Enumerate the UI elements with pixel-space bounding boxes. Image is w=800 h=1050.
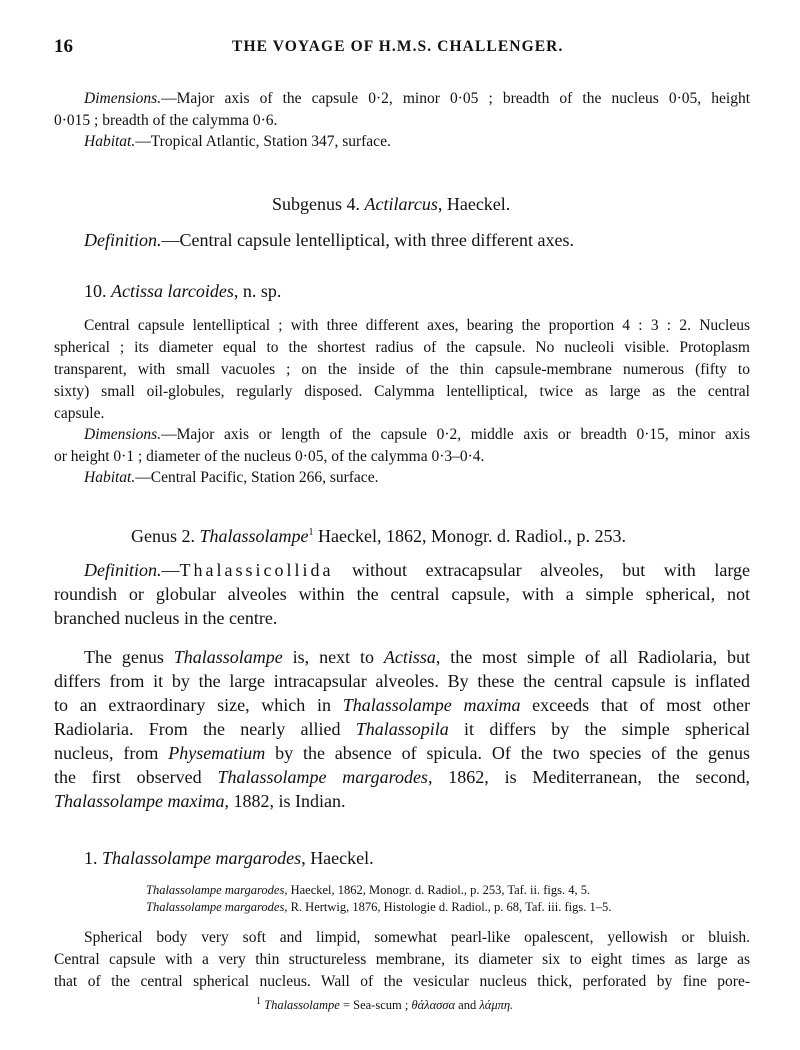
species-number: 1.: [84, 848, 102, 868]
species10-desc-line: spherical ; its diameter equal to the shortest radius of the capsule. No nucleoli visible. Protoplasm: [54, 339, 750, 356]
text-span: 1862, is Mediterranean, the second,: [432, 767, 750, 787]
discussion-line: [84, 645, 750, 670]
species1-reference: [146, 881, 590, 899]
subgenus-definition: [84, 228, 574, 253]
subgenus-prefix: Subgenus 4.: [272, 194, 365, 214]
text-span: , the most simple of all Radiolaria, but: [435, 647, 751, 667]
subgenus-name: Actilarcus: [364, 194, 438, 214]
species10-desc-line: Central capsule lentelliptical ; with three different axes, bearing the proportion 4 : 3 : 2. Nucleus: [84, 317, 750, 334]
genus-definition-line3: branched nucleus in the centre.: [54, 608, 278, 628]
habitat-label: Habitat.: [84, 133, 136, 150]
dimensions-label: Dimensions.: [84, 426, 162, 443]
habitat-text: —Tropical Atlantic, Station 347, surface.: [135, 133, 391, 150]
discussion-line: [54, 693, 750, 718]
species-suffix: , n. sp.: [233, 281, 282, 301]
taxon-name: Actissa: [383, 647, 436, 667]
species10-habitat: [84, 467, 378, 489]
genus-name: Thalassolampe: [199, 526, 309, 546]
genus-prefix: Genus 2.: [131, 526, 200, 546]
taxon-name: Thalassopila: [355, 719, 449, 739]
definition-label: Definition.: [84, 230, 162, 250]
taxon-name: Thalassolampe margarodes,: [217, 767, 433, 787]
discussion-line: [54, 765, 750, 790]
dimensions-label: Dimensions.: [84, 90, 162, 107]
definition-text: without extracapsular alveoles, but with large: [333, 560, 750, 580]
species1-desc-line: Spherical body very soft and limpid, somewhat pearl-like opalescent, yellowish or bluish.: [84, 929, 750, 946]
genus-rest: Haeckel, 1862, Monogr. d. Radiol., p. 253.: [313, 526, 626, 546]
subgenus-author: , Haeckel.: [437, 194, 511, 214]
discussion-line: differs from it by the large intracapsular alveoles. By these the central capsule is inflated: [54, 671, 750, 691]
discussion-line: [54, 717, 750, 742]
habitat-text: —Central Pacific, Station 266, surface.: [135, 469, 379, 486]
definition-spaced-term: Thalassicollida: [179, 560, 334, 580]
dimensions-text: —Major axis of the capsule 0·2, minor 0·05 ; breadth of the nucleus 0·05, height: [161, 90, 750, 107]
species10-desc-line: sixty) small oil-globules, regularly disposed. Calymma lentelliptical, twice as large as the central: [54, 383, 750, 400]
species10-dimensions-line2: or height 0·1 ; diameter of the nucleus 0·05, of the calymma 0·3–0·4.: [54, 448, 485, 465]
genus-definition-line2: roundish or globular alveoles within the central capsule, with a simple spherical, not: [54, 584, 750, 604]
footnote-ref: 1: [308, 527, 314, 538]
species10-heading: [84, 279, 281, 304]
habitat-label: Habitat.: [84, 469, 136, 486]
footnote: [256, 996, 513, 1014]
prev-dimensions-line2: 0·015 ; breadth of the calymma 0·6.: [54, 112, 278, 129]
reference-name: Thalassolampe margarodes,: [146, 900, 288, 914]
definition-text: —Central capsule lentelliptical, with three different axes.: [161, 230, 575, 250]
subgenus-heading: [272, 192, 510, 217]
discussion-line: [54, 789, 346, 814]
species-author: , Haeckel.: [301, 848, 374, 868]
reference-name: Thalassolampe margarodes,: [146, 883, 288, 897]
text-span: nucleus, from: [54, 743, 169, 763]
text-span: Radiolaria. From the nearly allied: [54, 719, 356, 739]
prev-dimensions-line1: [84, 88, 750, 110]
running-title: THE VOYAGE OF H.M.S. CHALLENGER.: [232, 38, 564, 55]
dimensions-text: —Major axis or length of the capsule 0·2, middle axis or breadth 0·15, minor axis: [161, 426, 750, 443]
species-name: Actissa larcoides: [111, 281, 234, 301]
text-span: the first observed: [54, 767, 218, 787]
reference-text: Haeckel, 1862, Monogr. d. Radiol., p. 253, Taf. ii. figs. 4, 5.: [287, 883, 591, 897]
species-name: Thalassolampe margarodes: [102, 848, 302, 868]
species10-desc-line: transparent, with small vacuoles ; on the inside of the thin capsule-membrane numerous (fifty to: [54, 361, 750, 378]
text-span: is, next to: [282, 647, 384, 667]
text-span: 1882, is Indian.: [229, 791, 346, 811]
species10-dimensions-line1: [84, 424, 750, 446]
text-span: The genus: [84, 647, 174, 667]
footnote-greek: θάλασσα: [411, 998, 456, 1012]
species10-desc-line: capsule.: [54, 405, 105, 422]
species-number: 10.: [84, 281, 111, 301]
species1-reference: [146, 898, 611, 916]
taxon-name: Thalassolampe maxima,: [54, 791, 229, 811]
genus-definition-line1: [84, 558, 750, 583]
definition-dash: —: [161, 560, 180, 580]
footnote-text: = Sea-scum ;: [339, 998, 412, 1012]
genus-heading: [131, 524, 626, 549]
footnote-term: Thalassolampe: [264, 998, 340, 1012]
species1-desc-line: Central capsule with a very thin structureless membrane, its diameter six to eight times as large as: [54, 951, 750, 968]
definition-label: Definition.: [84, 560, 162, 580]
text-span: by the absence of spicula. Of the two species of the genus: [265, 743, 750, 763]
reference-text: R. Hertwig, 1876, Histologie d. Radiol., p. 68, Taf. iii. figs. 1–5.: [287, 900, 612, 914]
discussion-line: [54, 741, 750, 766]
footnote-text: and: [455, 998, 480, 1012]
prev-habitat: [84, 131, 391, 153]
species1-desc-line: that of the central spherical nucleus. Wall of the vesicular nucleus thick, perforated by fine pore-: [54, 973, 750, 990]
text-span: exceeds that of most other: [520, 695, 750, 715]
text-span: to an extraordinary size, which in: [54, 695, 343, 715]
footnote-mark: 1: [256, 995, 261, 1007]
taxon-name: Physematium: [168, 743, 266, 763]
taxon-name: Thalassolampe maxima: [342, 695, 521, 715]
text-span: it differs by the simple spherical: [448, 719, 750, 739]
page-number: 16: [54, 36, 73, 57]
footnote-greek: λάμπη.: [479, 998, 514, 1012]
taxon-name: Thalassolampe: [173, 647, 283, 667]
species1-heading: [84, 846, 374, 871]
